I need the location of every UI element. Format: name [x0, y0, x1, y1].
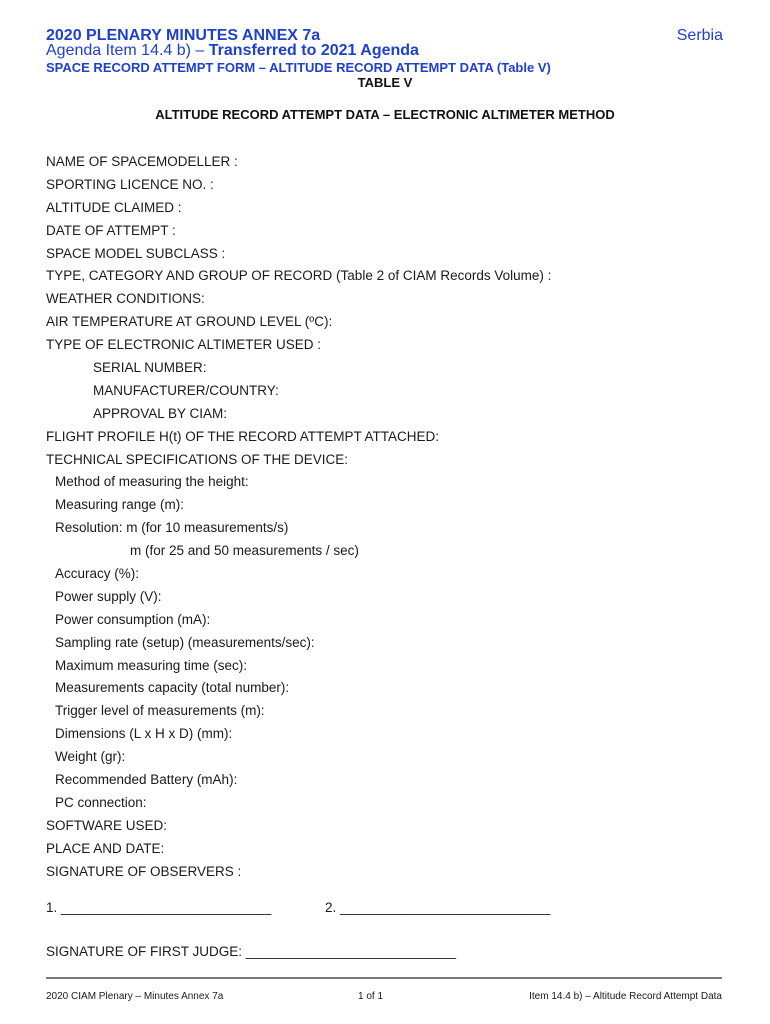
field-approval: APPROVAL BY CIAM:	[93, 405, 228, 421]
first-judge-signature-line: SIGNATURE OF FIRST JUDGE: ____________________________	[46, 944, 456, 959]
field-tech-specs: TECHNICAL SPECIFICATIONS OF THE DEVICE:	[46, 451, 349, 467]
spec-resolution-25-50: m (for 25 and 50 measurements / sec)	[130, 543, 359, 559]
field-observer-signatures: SIGNATURE OF OBSERVERS :	[46, 863, 242, 879]
footer-right: Item 14.4 b) – Altitude Record Attempt Data	[529, 991, 722, 1002]
spec-dimensions: Dimensions (L x H x D) (mm):	[55, 726, 233, 742]
form-fields-list	[46, 151, 551, 884]
spec-power-consumption: Power consumption (mA):	[55, 611, 211, 627]
field-software: SOFTWARE USED:	[46, 817, 168, 833]
agenda-prefix: Agenda Item 14.4 b) –	[46, 42, 209, 59]
spec-capacity: Measurements capacity (total number):	[55, 680, 290, 696]
field-place-date: PLACE AND DATE:	[46, 840, 165, 856]
spec-sampling-rate: Sampling rate (setup) (measurements/sec):	[55, 634, 315, 650]
field-record-type: TYPE, CATEGORY AND GROUP OF RECORD (Table 2 of CIAM Records Volume) :	[46, 268, 552, 284]
agenda-line	[46, 42, 419, 60]
field-date-of-attempt: DATE OF ATTEMPT :	[46, 222, 176, 238]
spec-weight: Weight (gr):	[55, 749, 126, 765]
field-model-subclass: SPACE MODEL SUBCLASS :	[46, 245, 226, 261]
field-serial-number: SERIAL NUMBER:	[93, 360, 207, 376]
form-title: SPACE RECORD ATTEMPT FORM – ALTITUDE RECORD ATTEMPT DATA (Table V)	[46, 60, 551, 75]
spec-resolution-10: Resolution: m (for 10 measurements/s)	[55, 520, 289, 536]
field-altimeter-type: TYPE OF ELECTRONIC ALTIMETER USED :	[46, 337, 322, 353]
spec-method: Method of measuring the height:	[55, 474, 249, 490]
field-sporting-licence: SPORTING LICENCE NO. :	[46, 176, 214, 192]
field-spacemodeller-name: NAME OF SPACEMODELLER :	[46, 154, 238, 169]
observer-2-signature-line: 2. ____________________________	[325, 900, 551, 915]
spec-battery: Recommended Battery (mAh):	[55, 772, 238, 788]
field-weather: WEATHER CONDITIONS:	[46, 291, 205, 307]
annex-title: 2020 PLENARY MINUTES ANNEX 7a	[46, 27, 321, 44]
spec-power-supply: Power supply (V):	[55, 588, 162, 604]
field-manufacturer: MANUFACTURER/COUNTRY:	[93, 382, 279, 398]
field-altitude-claimed: ALTITUDE CLAIMED :	[46, 199, 182, 215]
field-air-temperature: AIR TEMPERATURE AT GROUND LEVEL (ºC):	[46, 314, 333, 330]
spec-max-time: Maximum measuring time (sec):	[55, 657, 248, 673]
field-flight-profile: FLIGHT PROFILE H(t) OF THE RECORD ATTEMPT ATTACHED:	[46, 428, 440, 444]
agenda-transfer-note: Transferred to 2021 Agenda	[208, 42, 419, 59]
spec-accuracy: Accuracy (%):	[55, 566, 140, 582]
footer-divider	[46, 977, 722, 979]
page-number: 1 of 1	[358, 991, 384, 1002]
observer-1-signature-line: 1. ____________________________	[46, 900, 272, 915]
spec-pc-connection: PC connection:	[55, 794, 147, 810]
country-label: Serbia	[676, 27, 723, 44]
footer-left: 2020 CIAM Plenary – Minutes Annex 7a	[46, 991, 224, 1002]
spec-trigger-level: Trigger level of measurements (m):	[55, 703, 265, 719]
section-title: ALTITUDE RECORD ATTEMPT DATA – ELECTRONIC ALTIMETER METHOD	[155, 107, 615, 122]
spec-range: Measuring range (m):	[55, 497, 185, 513]
table-label: TABLE V	[357, 75, 413, 90]
